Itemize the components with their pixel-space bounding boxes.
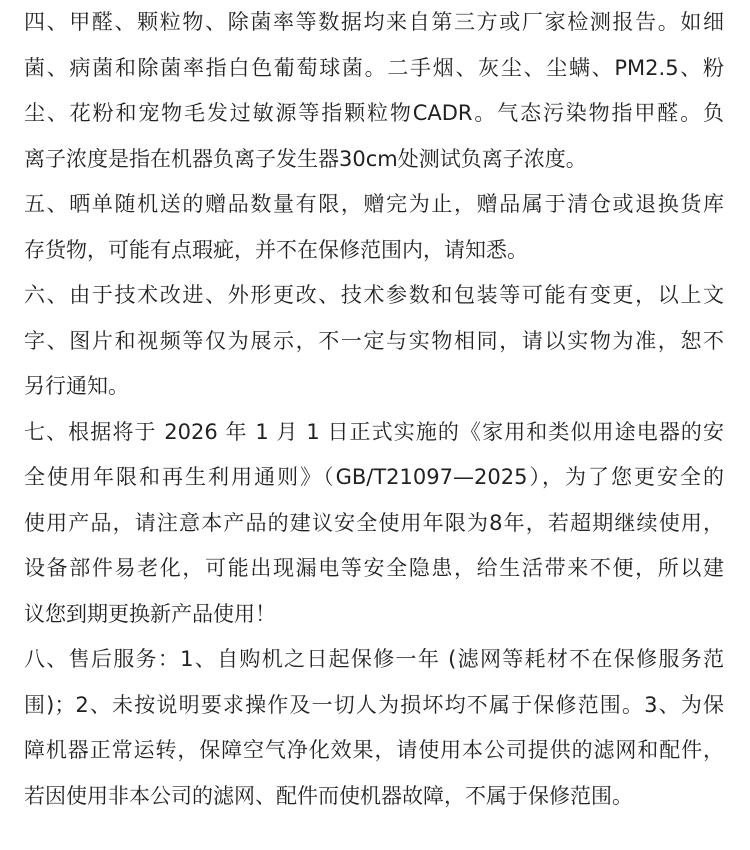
paragraph-line: 四、甲醛、颗粒物、除菌率等数据均来自第三方或厂家检测报告。如细 [24,10,724,34]
paragraph-line: 另行通知。 [24,374,129,398]
paragraph-line: 字、图片和视频等仅为展示，不一定与实物相同，请以实物为准，恕不 [24,328,724,353]
paragraph-line: 全使用年限和再生利用通则》（GB/T21097—2025），为了您更安全的 [24,465,724,489]
paragraph-6 [24,273,724,410]
paragraph-7 [24,410,724,638]
paragraph-line: 若因使用非本公司的滤网、配件而使机器故障，不属于保修范围。 [24,783,633,808]
paragraph-line: 尘、花粉和宠物毛发过敏源等指颗粒物CADR。气态污染物指甲醛。负 [24,101,724,125]
paragraph-line: 六、由于技术改进、外形更改、技术参数和包装等可能有变更，以上文 [24,283,724,307]
paragraph-line: 七、根据将于 2026 年 1 月 1 日正式实施的《家用和类似用途电器的安 [24,419,724,444]
paragraph-line: 设备部件易老化，可能出现漏电等安全隐患，给生活带来不便，所以建 [24,556,724,580]
paragraph-5 [24,182,724,273]
paragraph-line: 障机器正常运转，保障空气净化效果，请使用本公司提供的滤网和配件， [24,738,724,762]
paragraph-line: 五、晒单随机送的赠品数量有限，赠完为止，赠品属于清仓或退换货库 [24,192,724,216]
paragraph-line: 议您到期更换新产品使用！ [24,601,276,626]
paragraph-line: 使用产品，请注意本产品的建议安全使用年限为8年，若超期继续使用， [24,510,724,535]
paragraph-line: 围)；2、未按说明要求操作及一切人为损坏均不属于保修范围。3、为保 [24,692,724,717]
document-body [24,0,724,819]
paragraph-line: 离子浓度是指在机器负离子发生器30cm处测试负离子浓度。 [24,146,587,171]
paragraph-line: 八、售后服务：1、自购机之日起保修一年 (滤网等耗材不在保修服务范 [24,647,724,671]
paragraph-line: 存货物，可能有点瑕疵，并不在保修范围内，请知悉。 [24,237,528,262]
paragraph-line: 菌、病菌和除菌率指白色葡萄球菌。二手烟、灰尘、尘螨、PM2.5、粉 [24,55,724,80]
paragraph-8 [24,637,724,819]
paragraph-4 [24,0,724,182]
